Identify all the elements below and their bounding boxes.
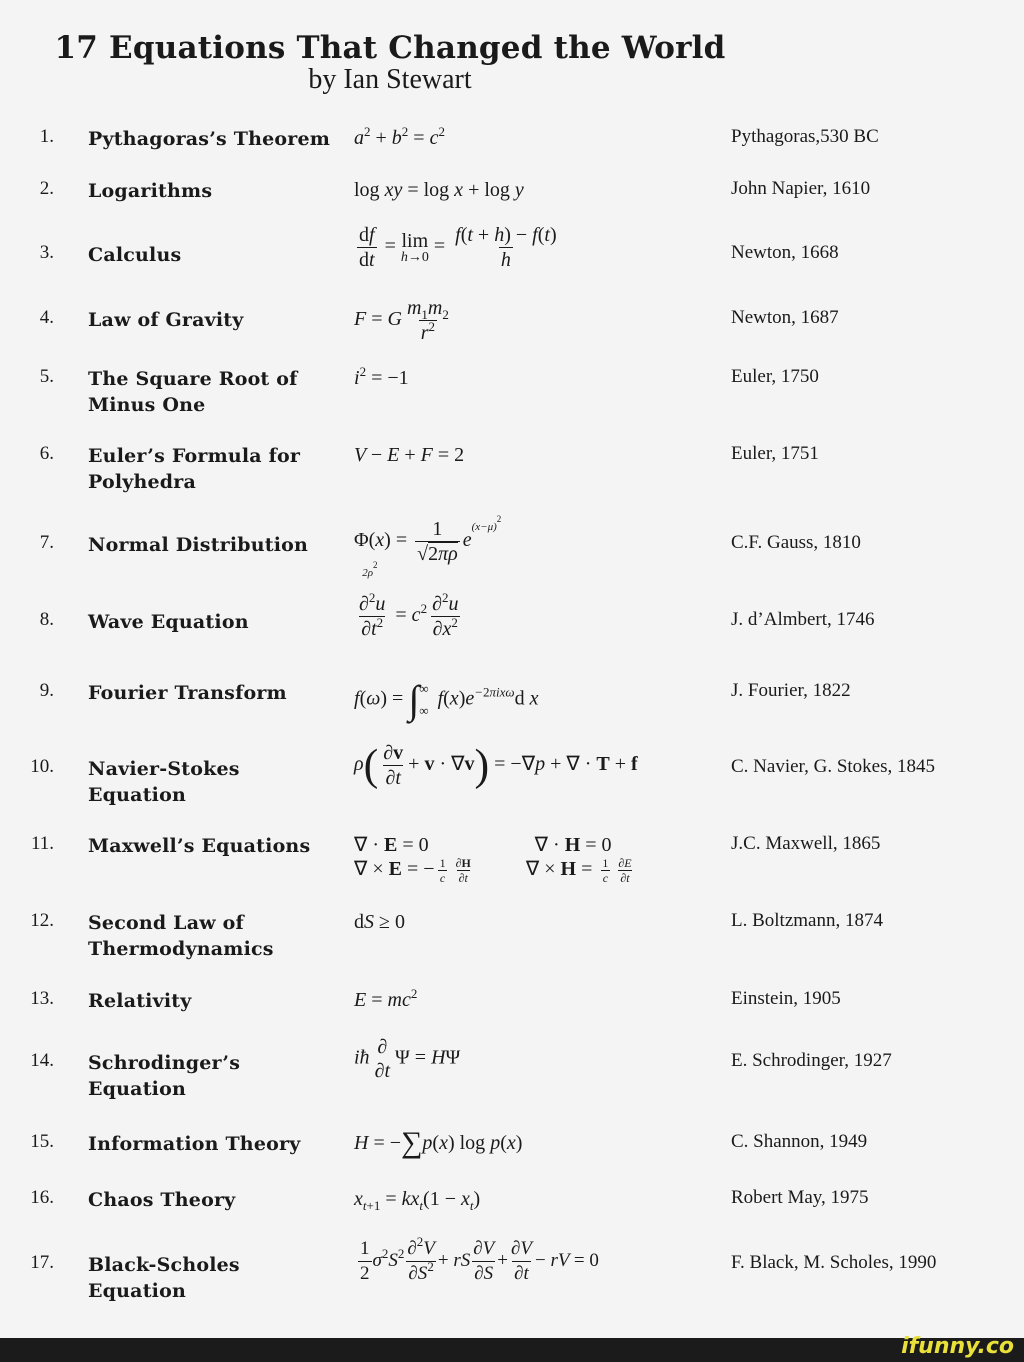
equation-attribution: C. Shannon, 1949: [731, 1131, 868, 1152]
equation-attribution: L. Boltzmann, 1874: [731, 910, 883, 931]
equation-formula: Φ(x) = $\frac{1}{√2\pi\rho}$ $e^{(x-\mu)^2 2\rho^2}$: [354, 514, 502, 579]
equation-name: Calculus: [88, 244, 182, 266]
equation-formula: ρ( $\frac{\partial v}{\partial t}$ + v · ∇v) = −∇p + ∇ · T + f: [354, 740, 638, 790]
equation-attribution: Euler, 1750: [731, 366, 819, 387]
page-title: 17 Equations That Changed the World: [54, 30, 726, 66]
equation-name: Second Law of Thermodynamics: [88, 912, 274, 960]
equation-number: 10.: [30, 756, 54, 777]
equation-name: Black-Scholes Equation: [88, 1254, 240, 1302]
equation-number: 3.: [39, 242, 54, 263]
equation-number: 12.: [30, 910, 54, 931]
equation-formula: H = −∑p(x) log p(x): [354, 1126, 523, 1159]
equation-number: 7.: [39, 532, 54, 553]
equation-name: Pythagoras’s Theorem: [88, 128, 331, 150]
equation-number: 11.: [30, 833, 54, 854]
equation-formula: F = G $\frac{m_1m_2}{r^2}$: [354, 297, 449, 344]
equation-name: Schrodinger’s Equation: [88, 1052, 241, 1100]
equation-formula: V − E + F = 2: [354, 444, 465, 466]
equation-number: 5.: [39, 366, 54, 387]
equation-attribution: Einstein, 1905: [731, 988, 841, 1009]
equation-number: 17.: [30, 1252, 54, 1273]
equation-number: 15.: [30, 1131, 54, 1152]
equation-attribution: C.F. Gauss, 1810: [731, 532, 861, 553]
equation-number: 9.: [39, 680, 54, 701]
equation-attribution: Pythagoras,530 BC: [731, 126, 879, 147]
equation-attribution: F. Black, M. Scholes, 1990: [731, 1252, 937, 1273]
equation-attribution: J.C. Maxwell, 1865: [731, 833, 881, 854]
equation-attribution: C. Navier, G. Stokes, 1845: [731, 756, 935, 777]
equation-number: 4.: [39, 307, 54, 328]
equation-attribution: Robert May, 1975: [731, 1187, 869, 1208]
equation-formula: $x_{t+1} = kx_t(1 - x_t)$: [354, 1188, 481, 1213]
equation-attribution: Newton, 1668: [731, 242, 839, 263]
equation-name: Fourier Transform: [88, 682, 287, 704]
equation-formula: $\frac{\partial^2u}{\partial t^2}$ = $c^2$ $\frac{\partial^2u}{\partial x^2}$: [359, 590, 459, 640]
equation-formula: log xy = log x + log y: [354, 179, 524, 201]
equation-name: The Square Root of Minus One: [88, 368, 298, 416]
equation-name: Navier-Stokes Equation: [88, 758, 240, 806]
equation-number: 6.: [39, 443, 54, 464]
equation-attribution: E. Schrodinger, 1927: [731, 1050, 892, 1071]
equation-formula: f(ω) = ∫ ∞ ∞ $f(x)e^{-2\pi ix\omega}d$ x: [354, 677, 539, 722]
equation-attribution: Euler, 1751: [731, 443, 819, 464]
equation-number: 14.: [30, 1050, 54, 1071]
equation-name: Law of Gravity: [88, 309, 244, 331]
equation-attribution: J. d’Almbert, 1746: [731, 609, 875, 630]
equation-formula: $\frac{1}{2}$ $\sigma^2S^2$ $\frac{\partial^2V}{\partial S^2}$ + rS $\frac{\partial V}{\partial S}$ + $\frac{\partial V}{\partial t}$ − rV = 0: [360, 1234, 599, 1284]
equation-attribution: Newton, 1687: [731, 307, 839, 328]
equation-formula: $i^2 = -1$: [354, 364, 409, 389]
equation-formula: $E = mc^2$: [354, 986, 418, 1011]
equation-name: Information Theory: [88, 1133, 301, 1155]
equation-number: 1.: [39, 126, 54, 147]
equation-number: 13.: [30, 988, 54, 1009]
equation-formula: $a^2 + b^2 = c^2$: [354, 124, 445, 149]
page-subtitle: by Ian Stewart: [308, 64, 472, 95]
equation-name: Chaos Theory: [88, 1189, 236, 1211]
equation-formula: $\frac{df}{dt}$ = lim h→0 = $\frac{f(t + h) - f(t)}{h}$: [359, 224, 557, 271]
equation-number: 8.: [39, 609, 54, 630]
equation-attribution: John Napier, 1610: [731, 178, 871, 199]
ifunny-logo: ifunny.co: [901, 1334, 1014, 1359]
equation-formula: ∇ · E = 0 ∇ · H = 0 ∇ × E = − $\frac{1}{c}$ $\frac{\partial H}{\partial t}$ ∇ × H = $\frac{1}{c}$ $\frac{\partial E}{\partial t}$: [354, 834, 632, 885]
equation-name: Wave Equation: [88, 611, 249, 633]
equation-name: Relativity: [88, 990, 192, 1012]
equation-formula: iħ ∂ ∂t Ψ = HΨ: [354, 1036, 461, 1082]
equation-formula: dS ≥ 0: [354, 911, 405, 933]
footer-bar: [0, 1334, 1024, 1362]
equation-name: Maxwell’s Equations: [88, 835, 311, 857]
equation-attribution: J. Fourier, 1822: [731, 680, 851, 701]
equation-name: Logarithms: [88, 180, 213, 202]
equation-number: 16.: [30, 1187, 54, 1208]
equation-number: 2.: [39, 178, 54, 199]
equation-name: Normal Distribution: [88, 534, 309, 556]
equation-name: Euler’s Formula for Polyhedra: [88, 445, 301, 493]
